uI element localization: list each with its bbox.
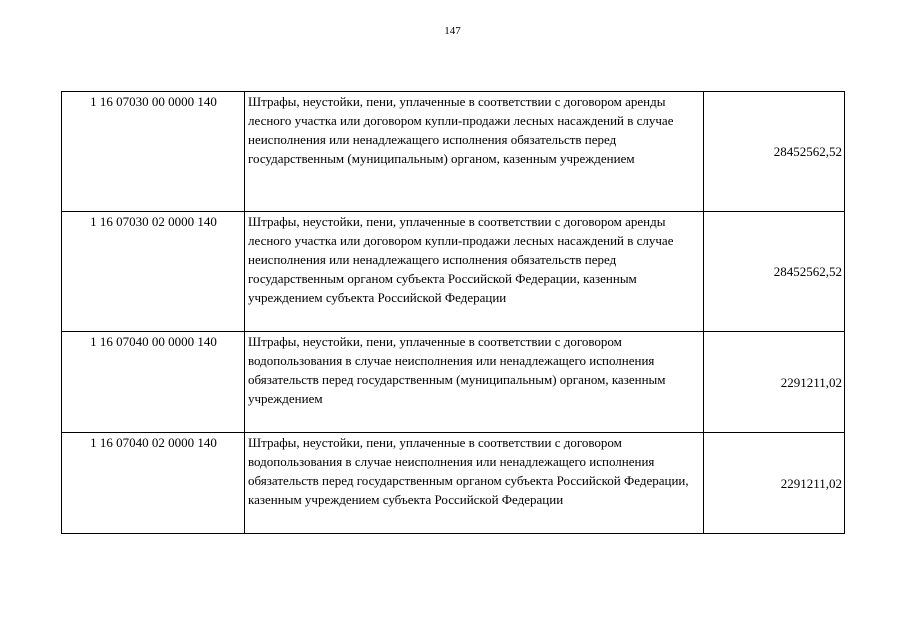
amount-cell: 28452562,52: [704, 212, 845, 332]
budget-code-cell: 1 16 07030 00 0000 140: [62, 92, 245, 212]
page-number: 147: [444, 25, 461, 37]
description-cell: Штрафы, неустойки, пени, уплаченные в соответствии с договором аренды лесного участка или договором купли-продажи лесных насаждений в случае неисполнения или ненадлежащего исполнения обязательств перед государственным органом субъекта Российской Федерации, казенным учреждением субъекта Российской Федерации: [245, 212, 704, 332]
budget-revenue-table: [61, 91, 845, 534]
budget-code-cell: 1 16 07040 00 0000 140: [62, 332, 245, 433]
description-cell: Штрафы, неустойки, пени, уплаченные в соответствии с договором аренды лесного участка или договором купли-продажи лесных насаждений в случае неисполнения или ненадлежащего исполнения обязательств перед государственным (муниципальным) органом, казенным учреждением: [245, 92, 704, 212]
table-row: [62, 92, 845, 212]
amount-cell: 28452562,52: [704, 92, 845, 212]
budget-code-cell: 1 16 07030 02 0000 140: [62, 212, 245, 332]
table-row: [62, 332, 845, 433]
table-row: [62, 433, 845, 534]
amount-cell: 2291211,02: [704, 332, 845, 433]
budget-code-cell: 1 16 07040 02 0000 140: [62, 433, 245, 534]
description-cell: Штрафы, неустойки, пени, уплаченные в соответствии с договором водопользования в случае неисполнения или ненадлежащего исполнения обязательств перед государственным (муниципальным) органом, казенным учреждением: [245, 332, 704, 433]
table-row: [62, 212, 845, 332]
description-cell: Штрафы, неустойки, пени, уплаченные в соответствии с договором водопользования в случае неисполнения или ненадлежащего исполнения обязательств перед государственным органом субъекта Российской Федерации, казенным учреждением субъекта Российской Федерации: [245, 433, 704, 534]
amount-cell: 2291211,02: [704, 433, 845, 534]
